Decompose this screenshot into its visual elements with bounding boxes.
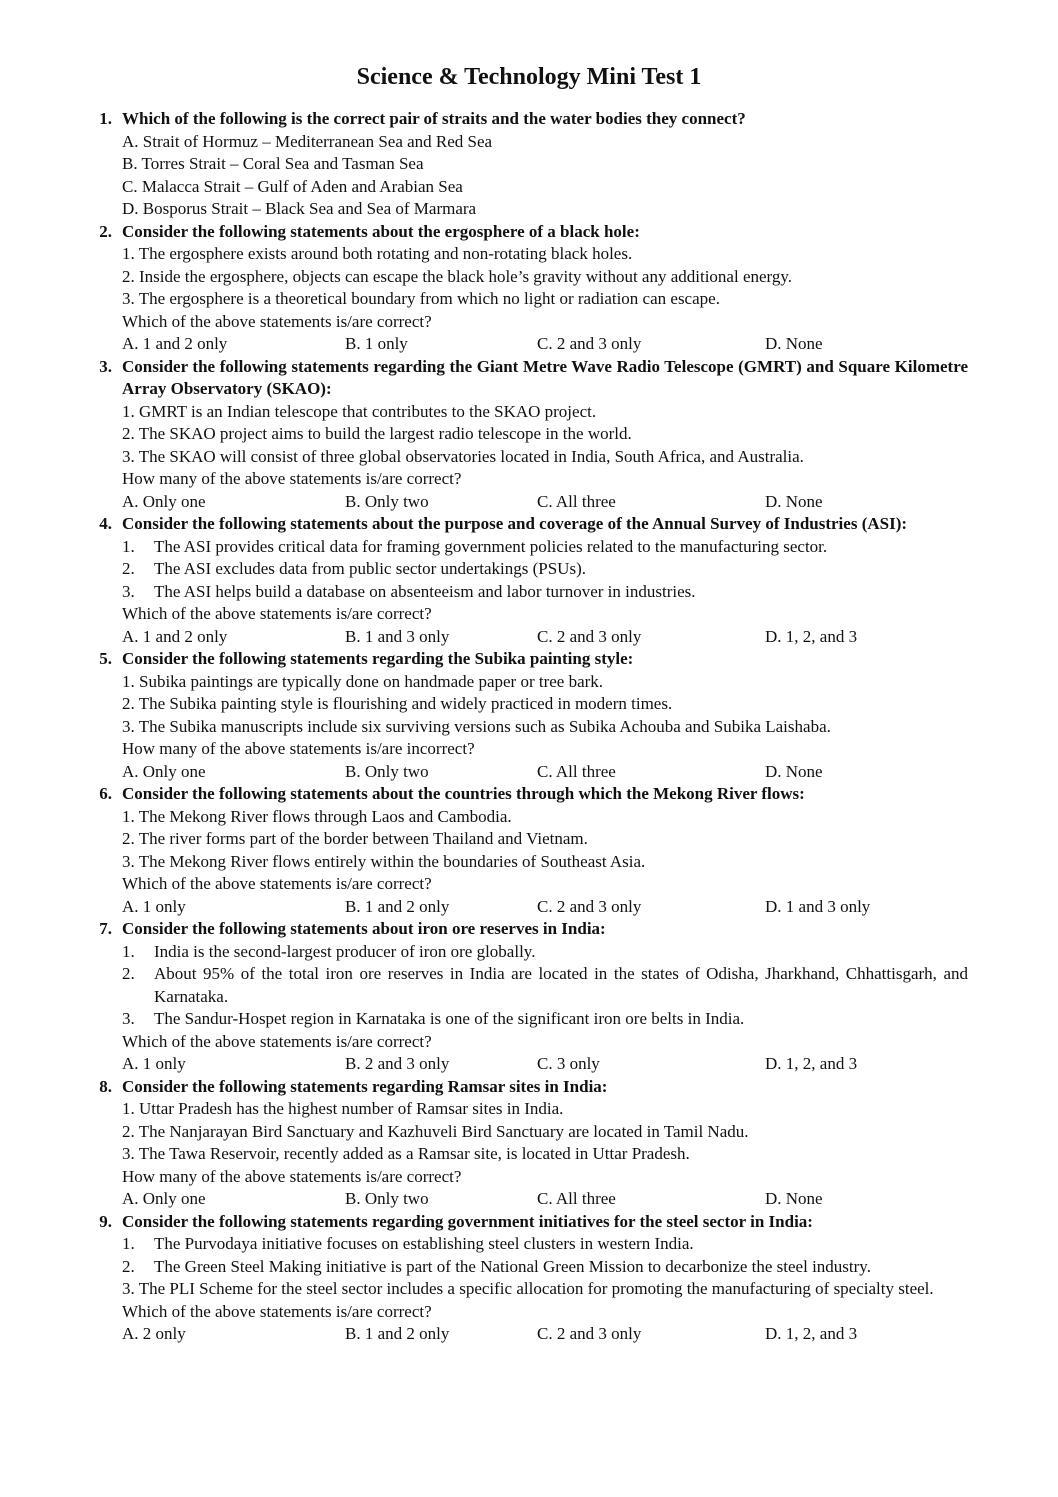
option-b: B. 1 and 2 only bbox=[345, 1324, 450, 1343]
statement-line: 1. The Mekong River flows through Laos and Cambodia. bbox=[122, 806, 512, 826]
question-number: 4. bbox=[99, 514, 112, 533]
option-line: B. Torres Strait – Coral Sea and Tasman Sea bbox=[122, 154, 424, 173]
page-title: Science & Technology Mini Test 1 bbox=[356, 64, 702, 90]
option-line: C. Malacca Strait – Gulf of Aden and Arabian Sea bbox=[122, 176, 463, 196]
option-c: C. 2 and 3 only bbox=[537, 626, 642, 646]
option-b: B. 2 and 3 only bbox=[345, 1054, 450, 1073]
statement-number: 2. bbox=[122, 559, 135, 578]
question-prompt: Which of the above statements is/are correct? bbox=[122, 1031, 432, 1051]
question-text: Consider the following statements regarding the Subika painting style: bbox=[122, 649, 634, 668]
statement-line: 3. The SKAO will consist of three global observatories located in India, South Africa, and Australia. bbox=[122, 446, 804, 466]
option-c: C. All three bbox=[537, 761, 616, 781]
statement-number: 1. bbox=[122, 1234, 135, 1253]
statement-text: India is the second-largest producer of iron ore globally. bbox=[154, 941, 536, 961]
question-prompt: Which of the above statements is/are correct? bbox=[122, 604, 432, 623]
statement-item bbox=[122, 963, 968, 1008]
question-number: 6. bbox=[99, 784, 112, 803]
statement-line: 2. The Nanjarayan Bird Sanctuary and Kazhuveli Bird Sanctuary are located in Tamil Nadu. bbox=[122, 1121, 749, 1141]
answer-options bbox=[122, 1323, 968, 1346]
question-text: Consider the following statements about iron ore reserves in India: bbox=[122, 919, 606, 938]
question-number: 9. bbox=[99, 1211, 112, 1231]
question-number: 1. bbox=[99, 109, 112, 128]
option-c: C. 2 and 3 only bbox=[537, 1324, 642, 1343]
statement-text: About 95% of the total iron ore reserves in India are located in the states of Odisha, Jharkhand, Chhattisgarh, and Karnataka. bbox=[154, 964, 968, 1006]
answer-options bbox=[122, 896, 968, 919]
statement-number: 1. bbox=[122, 536, 135, 556]
option-b: B. 1 and 3 only bbox=[345, 626, 450, 646]
statement-number: 1. bbox=[122, 941, 135, 961]
question-text: Consider the following statements about the countries through which the Mekong River flows: bbox=[122, 784, 805, 803]
option-d: D. None bbox=[765, 1189, 823, 1208]
question-number: 7. bbox=[99, 919, 112, 938]
option-a: A. Only one bbox=[122, 761, 206, 781]
question-number: 3. bbox=[99, 356, 112, 376]
statement-line: 3. The Mekong River flows entirely within the boundaries of Southeast Asia. bbox=[122, 851, 646, 871]
option-a: A. 1 only bbox=[122, 896, 186, 916]
option-line: D. Bosporus Strait – Black Sea and Sea of Marmara bbox=[122, 199, 477, 218]
option-c: C. 2 and 3 only bbox=[537, 896, 642, 916]
statement-text: The ASI helps build a database on absenteeism and labor turnover in industries. bbox=[154, 581, 696, 601]
option-b: B. Only two bbox=[345, 1189, 429, 1208]
statement-text: The ASI provides critical data for framing government policies related to the manufacturing sector. bbox=[154, 536, 828, 556]
question-prompt: Which of the above statements is/are correct? bbox=[122, 874, 432, 893]
statement-line: 3. The Tawa Reservoir, recently added as a Ramsar site, is located in Uttar Pradesh. bbox=[122, 1144, 690, 1163]
option-b: B. 1 only bbox=[345, 334, 408, 353]
option-a: A. 2 only bbox=[122, 1324, 186, 1343]
question-list bbox=[88, 108, 968, 1346]
question-2 bbox=[88, 221, 968, 356]
question-5 bbox=[88, 648, 968, 783]
question-7 bbox=[88, 918, 968, 1076]
answer-options bbox=[122, 1188, 968, 1211]
option-a: A. 1 and 2 only bbox=[122, 334, 228, 353]
question-prompt: How many of the above statements is/are correct? bbox=[122, 469, 462, 488]
question-3 bbox=[88, 356, 968, 514]
option-b: B. 1 and 2 only bbox=[345, 896, 450, 916]
option-c: C. All three bbox=[537, 1189, 616, 1208]
statement-line: 1. GMRT is an Indian telescope that contributes to the SKAO project. bbox=[122, 401, 597, 421]
option-b: B. Only two bbox=[345, 491, 429, 511]
question-1 bbox=[88, 108, 968, 221]
statement-line: 2. Inside the ergosphere, objects can escape the black hole’s gravity without any additional energy. bbox=[122, 266, 793, 286]
answer-options bbox=[122, 626, 968, 649]
statement-item bbox=[122, 558, 968, 581]
option-d: D. 1 and 3 only bbox=[765, 896, 871, 916]
statement-item bbox=[122, 1233, 968, 1256]
statement-line: 2. The river forms part of the border between Thailand and Vietnam. bbox=[122, 829, 588, 848]
statement-line: 3. The ergosphere is a theoretical boundary from which no light or radiation can escape. bbox=[122, 289, 720, 308]
option-c: C. 3 only bbox=[537, 1054, 600, 1073]
question-number: 5. bbox=[99, 649, 112, 668]
answer-options bbox=[122, 761, 968, 784]
statement-line: 2. The Subika painting style is flourishing and widely practiced in modern times. bbox=[122, 694, 673, 713]
option-d: D. None bbox=[765, 491, 823, 511]
statement-line: 1. The ergosphere exists around both rotating and non-rotating black holes. bbox=[122, 244, 633, 263]
statement-number: 2. bbox=[122, 964, 135, 983]
answer-options bbox=[122, 491, 968, 514]
question-text: Which of the following is the correct pair of straits and the water bodies they connect? bbox=[122, 109, 746, 128]
option-c: C. 2 and 3 only bbox=[537, 334, 642, 353]
option-d: D. 1, 2, and 3 bbox=[765, 626, 858, 646]
statement-item bbox=[122, 536, 968, 559]
statement-line: 3. The PLI Scheme for the steel sector includes a specific allocation for promoting the manufacturing of specialty steel. bbox=[122, 1279, 934, 1298]
question-prompt: Which of the above statements is/are correct? bbox=[122, 311, 432, 331]
statement-number: 3. bbox=[122, 581, 135, 601]
option-a: A. 1 and 2 only bbox=[122, 626, 228, 646]
question-6 bbox=[88, 783, 968, 918]
question-prompt: Which of the above statements is/are correct? bbox=[122, 1301, 432, 1321]
statement-item bbox=[122, 941, 968, 964]
option-a: A. Only one bbox=[122, 1189, 206, 1208]
statement-text: The Green Steel Making initiative is part of the National Green Mission to decarbonize the steel industry. bbox=[154, 1256, 871, 1276]
statement-item bbox=[122, 1256, 968, 1279]
statement-item bbox=[122, 1008, 968, 1031]
option-d: D. None bbox=[765, 761, 823, 781]
question-number: 2. bbox=[99, 221, 112, 241]
question-text: Consider the following statements regarding government initiatives for the steel sector in India: bbox=[122, 1211, 813, 1231]
option-d: D. None bbox=[765, 334, 823, 353]
question-8 bbox=[88, 1076, 968, 1211]
statement-item bbox=[122, 581, 968, 604]
option-a: A. 1 only bbox=[122, 1054, 186, 1073]
question-text: Consider the following statements about the ergosphere of a black hole: bbox=[122, 221, 640, 241]
option-c: C. All three bbox=[537, 491, 616, 511]
question-text: Consider the following statements regarding the Giant Metre Wave Radio Telescope (GMRT) and Square Kilometre Array Observatory (SKAO): bbox=[122, 356, 968, 398]
option-line: A. Strait of Hormuz – Mediterranean Sea and Red Sea bbox=[122, 131, 493, 151]
statement-line: 2. The SKAO project aims to build the largest radio telescope in the world. bbox=[122, 424, 632, 443]
option-d: D. 1, 2, and 3 bbox=[765, 1054, 858, 1073]
option-b: B. Only two bbox=[345, 761, 429, 781]
option-a: A. Only one bbox=[122, 491, 206, 511]
statement-number: 3. bbox=[122, 1009, 135, 1028]
option-d: D. 1, 2, and 3 bbox=[765, 1324, 858, 1343]
answer-options bbox=[122, 333, 968, 356]
question-prompt: How many of the above statements is/are correct? bbox=[122, 1166, 462, 1186]
statement-number: 2. bbox=[122, 1256, 135, 1276]
statement-text: The Purvodaya initiative focuses on establishing steel clusters in western India. bbox=[154, 1234, 694, 1253]
statement-line: 1. Uttar Pradesh has the highest number of Ramsar sites in India. bbox=[122, 1099, 564, 1118]
question-prompt: How many of the above statements is/are incorrect? bbox=[122, 739, 475, 758]
question-text: Consider the following statements regarding Ramsar sites in India: bbox=[122, 1076, 608, 1096]
statement-line: 1. Subika paintings are typically done on handmade paper or tree bark. bbox=[122, 671, 604, 691]
statement-text: The ASI excludes data from public sector undertakings (PSUs). bbox=[154, 559, 586, 578]
statement-line: 3. The Subika manuscripts include six surviving versions such as Subika Achouba and Subika Laishaba. bbox=[122, 716, 831, 736]
statement-text: The Sandur-Hospet region in Karnataka is one of the significant iron ore belts in India. bbox=[154, 1009, 745, 1028]
question-4 bbox=[88, 513, 968, 648]
question-text: Consider the following statements about the purpose and coverage of the Annual Survey of Industries (ASI): bbox=[122, 514, 908, 533]
answer-options bbox=[122, 1053, 968, 1076]
question-number: 8. bbox=[99, 1076, 112, 1096]
question-9 bbox=[88, 1211, 968, 1346]
